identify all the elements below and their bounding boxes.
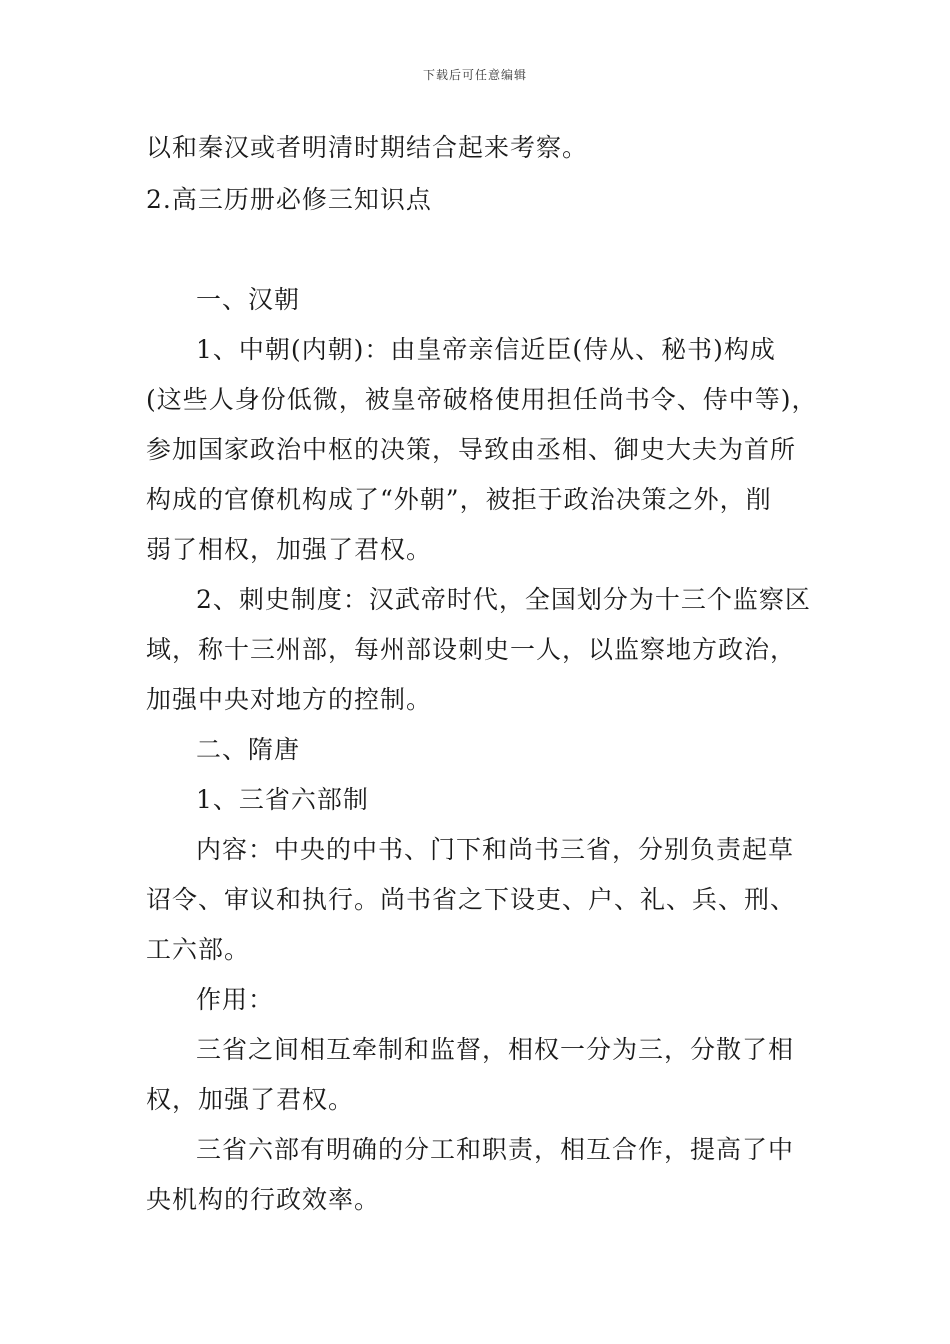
- text-line: 三省六部有明确的分工和职责，相互合作，提高了中: [196, 1135, 795, 1164]
- text-line: 工六部。: [146, 935, 251, 964]
- heading-han: 一、汉朝: [196, 285, 301, 314]
- text-line: 诏令、审议和执行。尚书省之下设吏、户、礼、兵、刑、: [146, 885, 797, 914]
- subheading: 1、三省六部制: [196, 785, 369, 814]
- text-line: 1、中朝(内朝)：由皇帝亲信近臣(侍从、秘书)构成: [196, 335, 776, 364]
- text-line: 央机构的行政效率。: [146, 1185, 381, 1214]
- heading-suitang: 二、隋唐: [196, 735, 301, 764]
- text-line: 内容：中央的中书、门下和尚书三省，分别负责起草: [196, 835, 795, 864]
- text-line: 加强中央对地方的控制。: [146, 685, 433, 714]
- text-line: 域，称十三州部，每州部设刺史一人，以监察地方政治，: [146, 635, 797, 664]
- subheading: 作用：: [196, 985, 275, 1014]
- text-line: 三省之间相互牵制和监督，相权一分为三，分散了相: [196, 1035, 795, 1064]
- text-line: 参加国家政治中枢的决策，导致由丞相、御史大夫为首所: [146, 435, 797, 464]
- page-header-note: 下载后可任意编辑: [422, 68, 527, 82]
- text-line: 弱了相权，加强了君权。: [146, 535, 433, 564]
- text-line: (这些人身份低微，被皇帝破格使用担任尚书令、侍中等)，: [146, 385, 818, 414]
- section-title: 2.高三历册必修三知识点: [146, 185, 432, 214]
- text-line: 2、刺史制度：汉武帝时代，全国划分为十三个监察区: [196, 585, 811, 614]
- text-line: 以和秦汉或者明清时期结合起来考察。: [146, 133, 589, 162]
- text-line: 构成的官僚机构成了“外朝”，被拒于政治决策之外，削: [146, 485, 772, 514]
- text-line: 权，加强了君权。: [146, 1085, 355, 1114]
